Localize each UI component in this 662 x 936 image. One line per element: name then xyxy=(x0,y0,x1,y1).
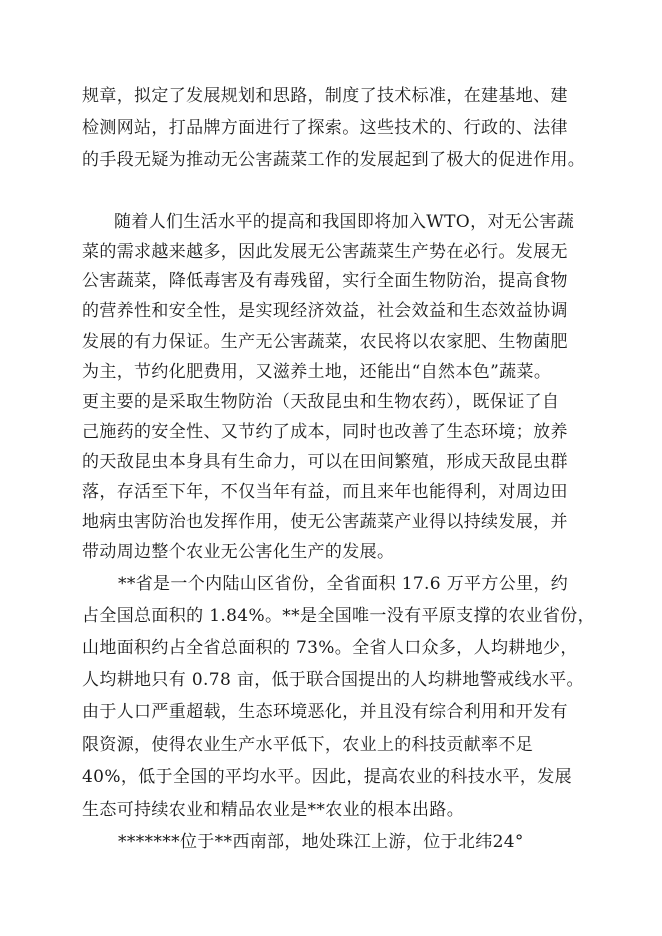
text-line: 发展的有力保证。生产无公害蔬菜，农民将以农家肥、生物菌肥 xyxy=(82,332,568,352)
text-line: 山地面积约占全省总面积的 73%。全省人口众多，人均耕地少， xyxy=(82,638,578,658)
text-line: 的天敌昆虫本身具有生命力，可以在田间繁殖，形成天敌昆虫群 xyxy=(82,452,568,472)
text-line: 的营养性和安全性，是实现经济效益，社会效益和生态效益协调 xyxy=(82,301,568,321)
text-line: 随着人们生活水平的提高和我国即将加入WTO，对无公害蔬 xyxy=(114,212,575,232)
text-line: **省是一个内陆山区省份，全省面积 17.6 万平方公里，约 xyxy=(118,574,569,594)
text-line: 人均耕地只有 0.78 亩，低于联合国提出的人均耕地警戒线水平。 xyxy=(82,670,584,690)
text-line: 检测网站，打品牌方面进行了探索。这些技术的、行政的、法律 xyxy=(82,118,568,138)
text-line: 为主，节约化肥费用，又滋养土地，还能出“自然本色”蔬菜。 xyxy=(82,362,552,382)
text-line: 占全国总面积的 1.84%。**是全国唯一没有平原支撑的农业省份， xyxy=(82,606,595,626)
text-line: 己施药的安全性、又节约了成本，同时也改善了生态环境；放养 xyxy=(82,422,568,442)
text-line: *******位于**西南部，地处珠江上游，位于北纬24° xyxy=(118,832,524,852)
text-line: 落，存活至下年，不仅当年有益，而且来年也能得利，对周边田 xyxy=(82,482,568,502)
text-line: 公害蔬菜，降低毒害及有毒残留，实行全面生物防治，提高食物 xyxy=(82,271,568,291)
text-line: 菜的需求越来越多，因此发展无公害蔬菜生产势在必行。发展无 xyxy=(82,242,568,262)
text-line: 40%，低于全国的平均水平。因此，提高农业的科技水平，发展 xyxy=(82,767,572,787)
text-line: 更主要的是采取生物防治（天敌昆虫和生物农药），既保证了自 xyxy=(82,392,560,412)
text-line: 带动周边整个农业无公害化生产的发展。 xyxy=(82,542,395,562)
text-line: 的手段无疑为推动无公害蔬菜工作的发展起到了极大的促进作用。 xyxy=(82,150,586,170)
text-line: 生态可持续农业和精品农业是**农业的根本出路。 xyxy=(82,800,465,820)
text-line: 规章，拟定了发展规划和思路，制度了技术标准，在建基地、建 xyxy=(82,86,568,106)
text-line: 地病虫害防治也发挥作用，使无公害蔬菜产业得以持续发展，并 xyxy=(82,512,568,532)
text-line: 限资源，使得农业生产水平低下，农业上的科技贡献率不足 xyxy=(82,735,534,755)
text-line: 由于人口严重超载，生态环境恶化，并且没有综合利用和开发有 xyxy=(82,702,568,722)
